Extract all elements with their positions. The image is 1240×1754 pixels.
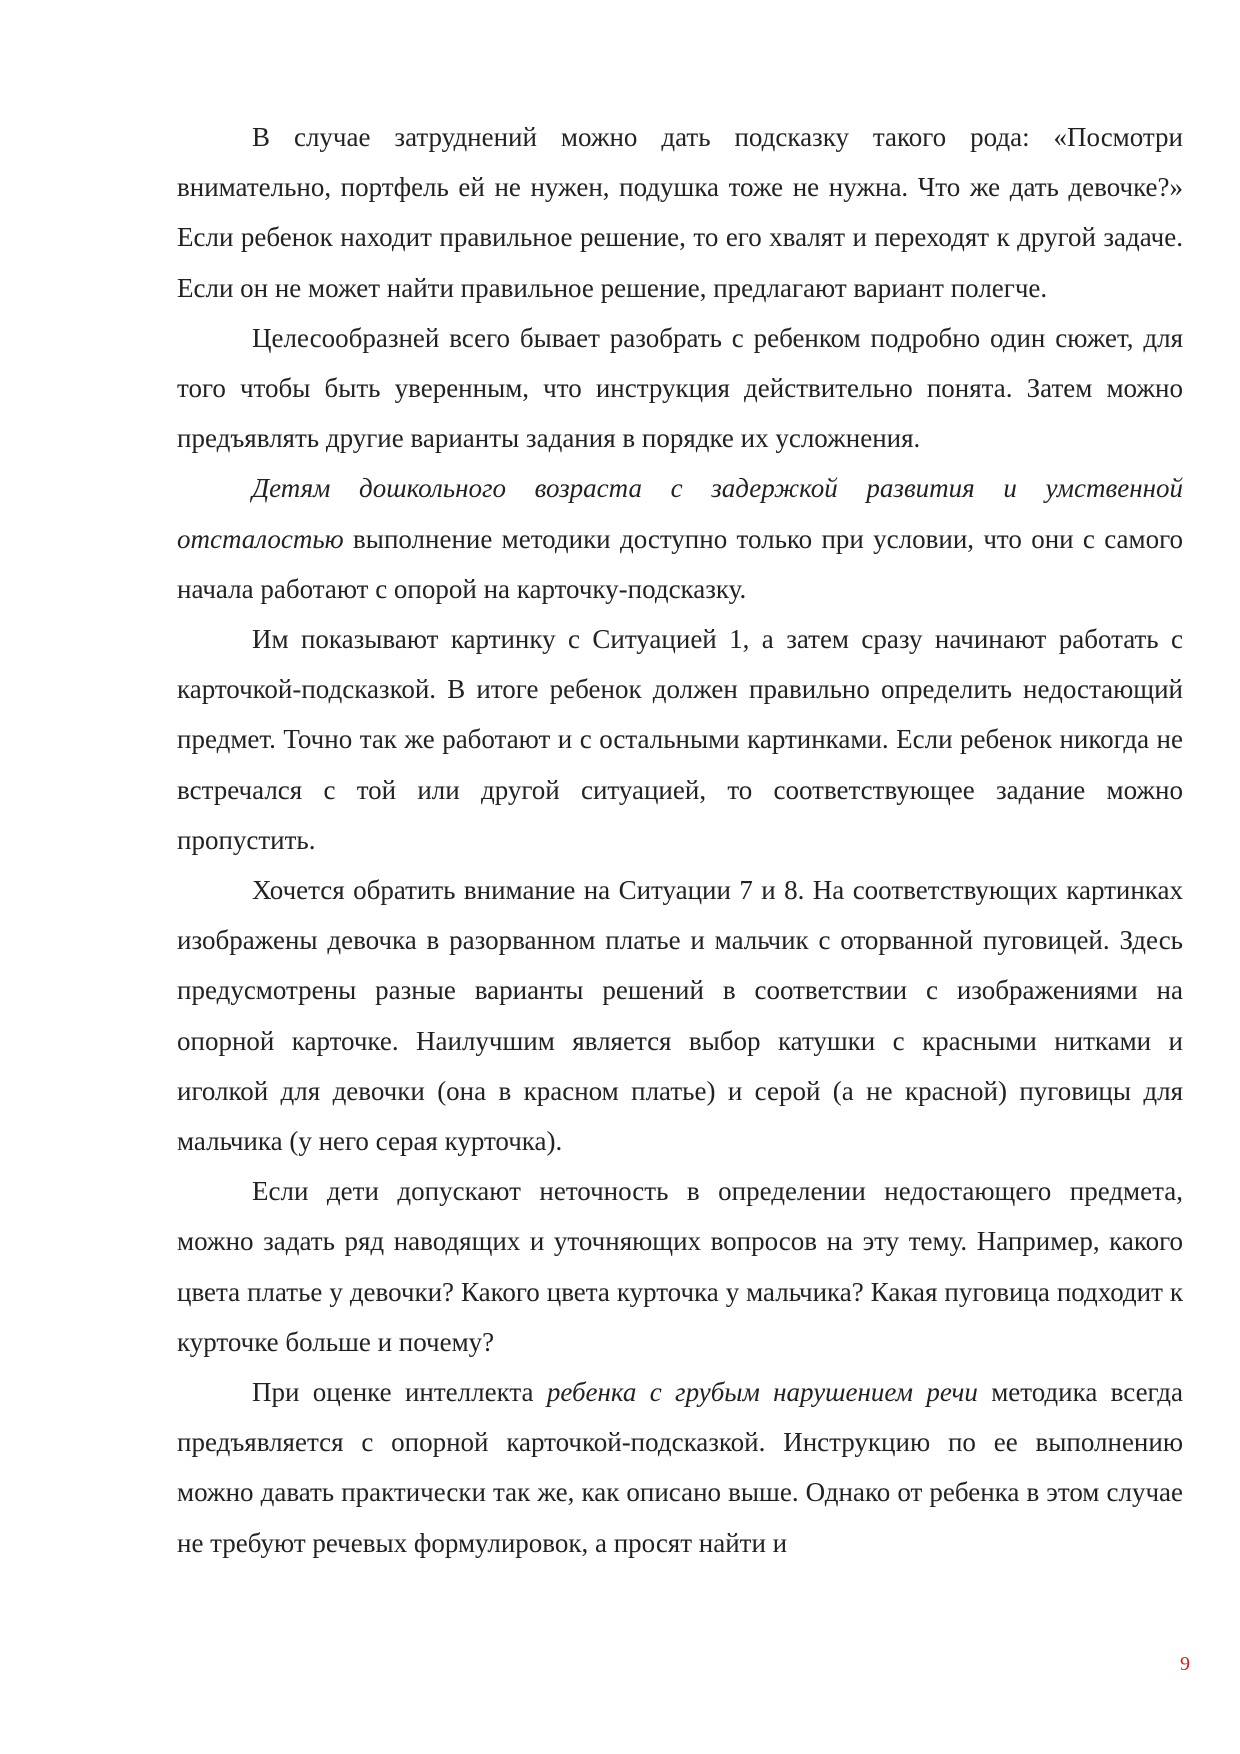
paragraph-5 (177, 865, 1183, 1166)
paragraph-1 (177, 112, 1183, 313)
italic-emphasis: Детям дошкольного возраста с задержкой развития и умственной отсталостью (177, 473, 1183, 554)
italic-emphasis: ребенка с грубым нарушением речи (546, 1377, 978, 1408)
paragraph-4 (177, 614, 1183, 865)
paragraph-text: Хочется обратить внимание на Ситуации 7 и 8. На соответствующих картинках изображены девочка в разорванном платье и мальчик с оторванной пуговицей. Здесь предусмотрены разные варианты решений в соответствии с изображениями на опорной карточке. Наилучшим является выбор катушки с красными нитками и иголкой для девочки (она в красном платье) и серой (а не красной) пуговицы для мальчика (у него серая курточка). (177, 875, 1183, 1157)
document-body (177, 112, 1183, 1568)
page-number: 9 (1180, 1653, 1190, 1675)
paragraph-text: Если дети допускают неточность в определении недостающего предмета, можно задать ряд наводящих и уточняющих вопросов на эту тему. Например, какого цвета платье у девочки? Какого цвета курточка у мальчика? Какая пуговица подходит к курточке больше и почему? (177, 1176, 1183, 1357)
paragraph-text: В случае затруднений можно дать подсказку такого рода: «Посмотри внимательно, портфель ей не нужен, подушка тоже не нужна. Что же дать девочке?» Если ребенок находит правильное решение, то его хвалят и переходят к другой задаче. Если он не может найти правильное решение, предлагают вариант полегче. (177, 122, 1183, 303)
paragraph-2 (177, 313, 1183, 464)
paragraph-text: При оценке интеллекта (252, 1377, 547, 1408)
paragraph-3 (177, 463, 1183, 614)
paragraph-text: методика всегда предъявляется с опорной карточкой-подсказкой. Инструкцию по ее выполнению можно давать практически так же, как описано выше. Однако от ребенка в этом случае не требуют речевых формулировок, а просят найти и (177, 1377, 1184, 1558)
paragraph-text: Целесообразней всего бывает разобрать с ребенком подробно один сюжет, для того чтобы быть уверенным, что инструкция действительно понята. Затем можно предъявлять другие варианты задания в порядке их усложнения. (177, 322, 1183, 454)
paragraph-text: Им показывают картинку с Ситуацией 1, а затем сразу начинают работать с карточкой-подсказкой. В итоге ребенок должен правильно определить недостающий предмет. Точно так же работают и с остальными картинками. Если ребенок никогда не встречался с той или другой ситуацией, то соответствующее задание можно пропустить. (177, 624, 1183, 855)
paragraph-7 (177, 1367, 1183, 1568)
paragraph-text: выполнение методики доступно только при условии, что они с самого начала работают с опорой на карточку-подсказку. (177, 523, 1183, 604)
paragraph-6 (177, 1166, 1183, 1367)
